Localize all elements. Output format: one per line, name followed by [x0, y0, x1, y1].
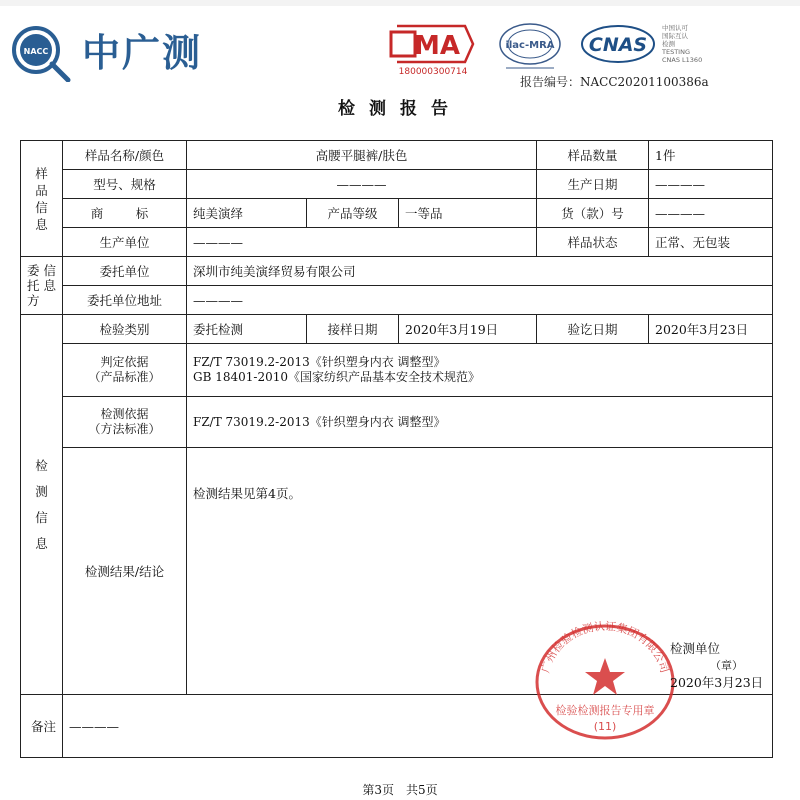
nacc-badge-icon [8, 24, 72, 74]
svg-text:MA: MA [414, 31, 460, 61]
trademark-value: 纯美演绎 [187, 199, 307, 228]
sample-row-producer [21, 228, 773, 257]
inspection-type-value: 委托检测 [187, 315, 307, 344]
sample-row-name [21, 141, 773, 170]
svg-text:检验检测报告专用章: 检验检测报告专用章 [555, 704, 655, 717]
svg-text:CNAS: CNAS [588, 34, 648, 56]
grade-label: 产品等级 [307, 199, 399, 228]
signature-seal-label: （章） [710, 659, 743, 672]
report-number-label: 报告编号： [520, 75, 581, 89]
page-top-edge [0, 0, 800, 6]
client-name-value: 深圳市纯美演绎贸易有限公司 [187, 257, 773, 286]
client-address-label: 委托单位地址 [63, 286, 187, 315]
sku-value: ———— [649, 199, 773, 228]
sku-label: 货（款）号 [537, 199, 649, 228]
finish-date-label: 验讫日期 [537, 315, 649, 344]
remark-label: 备注 [21, 695, 63, 758]
client-address-value: ———— [187, 286, 773, 315]
cnas-accreditation-text: 中国认可 国际互认 检测 TESTING CNAS L1360 [662, 24, 703, 64]
sample-name-value: 高腰平腿裤/肤色 [187, 141, 537, 170]
inspection-row-type [21, 315, 773, 344]
production-date-value: ———— [649, 170, 773, 199]
client-row-name [21, 257, 773, 286]
nacc-logo [8, 20, 202, 77]
client-row-address [21, 286, 773, 315]
svg-text:NACC: NACC [23, 46, 49, 56]
sample-row-brand [21, 199, 773, 228]
svg-text:广州检验检测认证集团有限公司: 广州检验检测认证集团有限公司 [538, 620, 672, 675]
method-basis-label: 检测依据 （方法标准） [63, 397, 187, 448]
cnas-logo [578, 22, 702, 66]
svg-text:ilac-MRA: ilac-MRA [505, 40, 555, 51]
model-value: ———— [187, 170, 537, 199]
cma-logo [385, 22, 480, 82]
production-date-label: 生产日期 [537, 170, 649, 199]
remark-value: ———— [63, 695, 773, 758]
sample-row-model [21, 170, 773, 199]
model-label: 型号、规格 [63, 170, 187, 199]
method-basis-value: FZ/T 73019.2-2013《针织塑身内衣 调整型》 [187, 397, 773, 448]
result-value: 检测结果见第4页。 [187, 448, 773, 695]
svg-text:(11): (11) [593, 720, 617, 733]
signature-unit: 检测单位 [670, 641, 721, 656]
judgement-basis-value: FZ/T 73019.2-2013《针织塑身内衣 调整型》 GB 18401-2010《国家纺织产品基本安全技术规范》 [187, 344, 773, 397]
client-name-label: 委托单位 [63, 257, 187, 286]
producer-value: ———— [187, 228, 537, 257]
report-number-value: NACC20201100386a [580, 75, 709, 89]
brand-name: 中广测 [82, 31, 203, 75]
group-sample-info: 样品信息 [21, 141, 63, 257]
group-inspection-info: 检测信息 [21, 315, 63, 695]
sample-qty-value: 1件 [649, 141, 773, 170]
inspection-row-method [21, 397, 773, 448]
inspection-row-judgement [21, 344, 773, 397]
signature-block [600, 640, 763, 691]
sample-state-value: 正常、无包装 [649, 228, 773, 257]
report-title: 检测报告 [338, 99, 462, 119]
cma-number: 180000300714 [398, 67, 468, 77]
sample-state-label: 样品状态 [537, 228, 649, 257]
inspection-type-label: 检验类别 [63, 315, 187, 344]
signature-date: 2020年3月23日 [670, 675, 764, 690]
finish-date-value: 2020年3月23日 [649, 315, 773, 344]
receive-date-value: 2020年3月19日 [399, 315, 537, 344]
producer-label: 生产单位 [63, 228, 187, 257]
trademark-label: 商 标 [63, 199, 187, 228]
judgement-basis-label: 判定依据 （产品标准） [63, 344, 187, 397]
receive-date-label: 接样日期 [307, 315, 399, 344]
group-client-info: 委托方 信息 [21, 257, 63, 315]
page-number: 第3页 共5页 [362, 783, 438, 797]
grade-value: 一等品 [399, 199, 537, 228]
sample-name-label: 样品名称/颜色 [63, 141, 187, 170]
report-number [520, 73, 709, 90]
sample-qty-label: 样品数量 [537, 141, 649, 170]
result-label: 检测结果/结论 [63, 448, 187, 695]
